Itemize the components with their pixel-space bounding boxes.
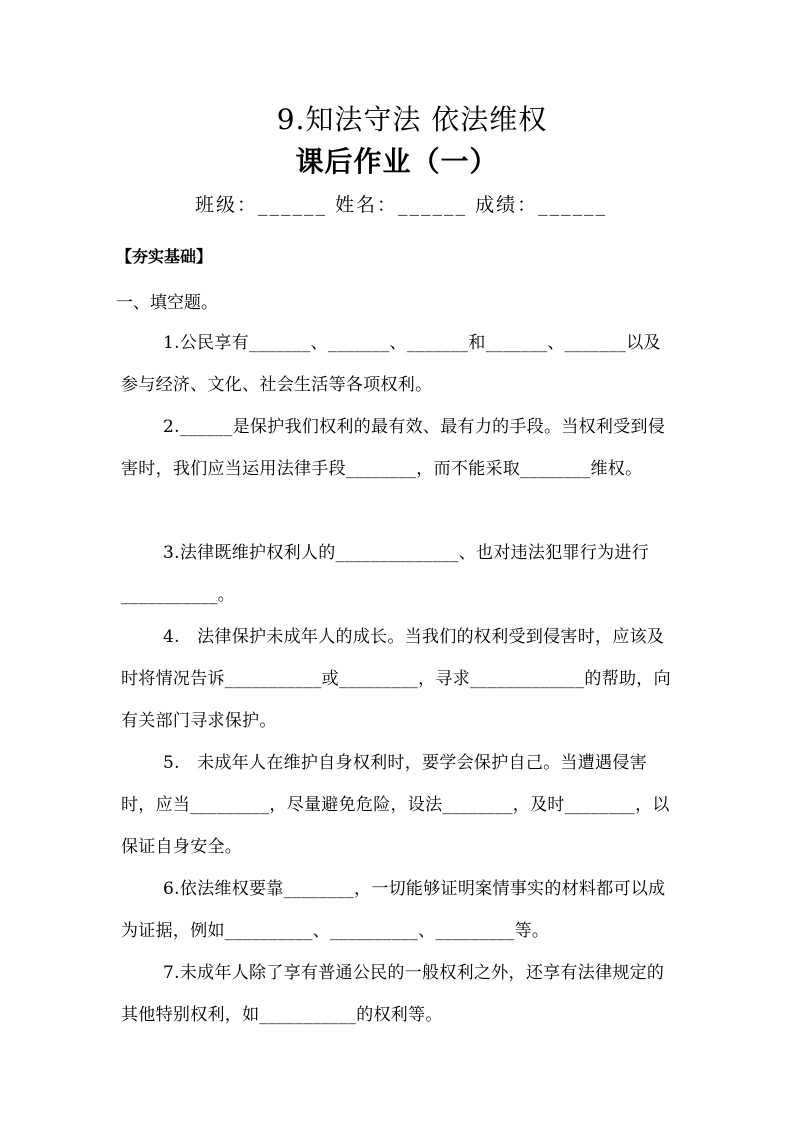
- question-1: 1.公民享有_______、_______、_______和_______、_______以及参与经济、文化、社会生活等各项权利。: [121, 333, 661, 395]
- question-4: 4. 法律保护未成年人的成长。当我们的权利受到侵害时，应该及时将情况告诉___________或_________，寻求_____________的帮助，向有关部门寻求保护。: [121, 627, 671, 731]
- question-3: 3.法律既维护权利人的______________、也对违法犯罪行为进行___________。: [121, 543, 650, 605]
- question-2: 2.______是保护我们权利的最有效、最有力的手段。当权利受到侵害时，我们应当运用法律手段________，而不能采取________维权。: [121, 417, 666, 479]
- question-type-heading: 一、填空题。: [116, 293, 218, 313]
- page-subtitle: 课后作业（一）: [295, 145, 499, 178]
- page-title: 9.知法守法 依法维权: [276, 103, 548, 136]
- question-7: 7.未成年人除了享有普通公民的一般权利之外，还享有法律规定的其他特别权利，如___________的权利等。: [121, 963, 665, 1025]
- section-heading: 【夯实基础】: [116, 247, 213, 266]
- question-6: 6.依法维权要靠________，一切能够证明案情事实的材料都可以成为证据，例如__________、__________、_________等。: [121, 879, 666, 941]
- student-info-line: 班级：______ 姓名：______ 成绩：______: [195, 194, 608, 216]
- question-5: 5. 未成年人在维护自身权利时，要学会保护自己。当遭遇侵害时，应当_________，尽量避免危险，设法________，及时________，以保证自身安全。: [121, 753, 670, 857]
